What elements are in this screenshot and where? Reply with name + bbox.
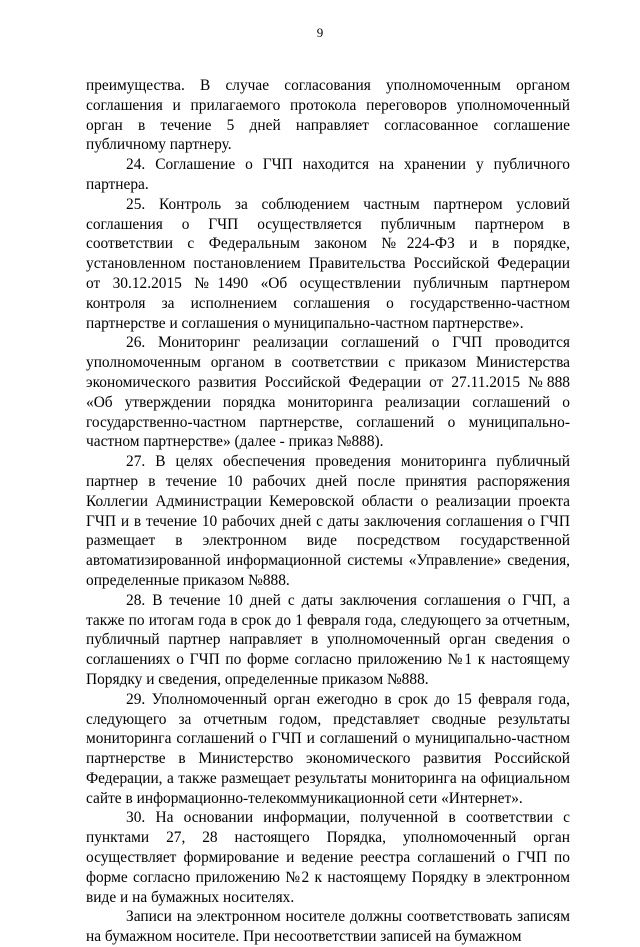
paragraph-records: Записи на электронном носителе должны соответствовать записям на бумажном носителе. При несоответствии записей на бумажном — [86, 908, 570, 946]
paragraph-28: 28. В течение 10 дней с даты заключения соглашения о ГЧП, а также по итогам года в срок до 1 февраля года, следующего за отчетным, публичный партнер направляет в уполномоченный орган сведения о соглашениях о ГЧП по форме согласно приложению №1 к настоящему Порядку и сведения, определенные приказом №888. — [86, 591, 570, 688]
paragraph-30: 30. На основании информации, полученной в соответствии с пунктами 27, 28 настоящего Порядка, уполномоченный орган осуществляет формирование и ведение реестра соглашений о ГЧП по форме согласно приложению №2 к настоящему Порядку в электронном виде и на бумажных носителях. — [86, 809, 570, 906]
paragraph-continuation: преимущества. В случае согласования уполномоченным органом соглашения и прилагаемого протокола переговоров уполномоченный орган в течение 5 дней направляет согласованное соглашение публичному партнеру. — [86, 77, 570, 154]
paragraph-24: 24. Соглашение о ГЧП находится на хранении у публичного партнера. — [86, 156, 570, 193]
paragraph-29: 29. Уполномоченный орган ежегодно в срок до 15 февраля года, следующего за отчетным годом, представляет сводные результаты мониторинга соглашений о ГЧП и соглашений о муниципально-частном партнерстве в Министерство экономического развития Российской Федерации, а также размещает результаты мониторинга на официальном сайте в информационно-телекоммуникационной сети «Интернет». — [86, 690, 570, 807]
document-body — [86, 76, 570, 947]
paragraph-26: 26. Мониторинг реализации соглашений о ГЧП проводится уполномоченным органом в соответствии с приказом Министерства экономического развития Российской Федерации от 27.11.2015 №888 «Об утверждении порядка мониторинга реализации соглашений о государственно-частном партнерстве, соглашений о муниципально-частном партнерстве» (далее - приказ №888). — [86, 334, 570, 451]
paragraph-27: 27. В целях обеспечения проведения мониторинга публичный партнер в течение 10 рабочих дней после принятия распоряжения Коллегии Администрации Кемеровской области о реализации проекта ГЧП и в течение 10 рабочих дней с даты заключения соглашения о ГЧП размещает в электронном виде посредством государственной автоматизированной информационной системы «Управление» сведения, определенные приказом №888. — [86, 453, 570, 589]
page-number: 9 — [316, 25, 324, 40]
paragraph-25: 25. Контроль за соблюдением частным партнером условий соглашения о ГЧП осуществляется публичным партнером в соответствии с Федеральным законом №224-ФЗ и в порядке, установленном постановлением Правительства Российской Федерации от 30.12.2015 №1490 «Об осуществлении публичным партнером контроля за исполнением соглашения о государственно-частном партнерстве и соглашения о муниципально-частном партнерстве». — [86, 195, 570, 332]
